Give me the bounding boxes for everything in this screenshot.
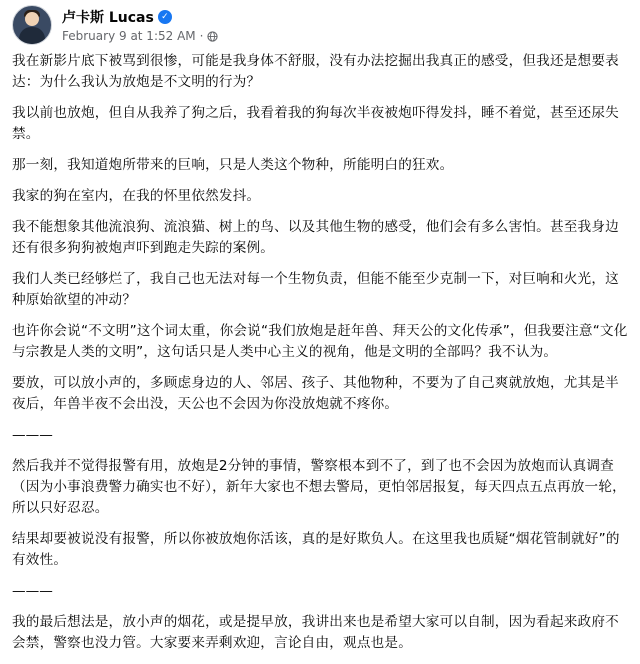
post-body [12,51,630,664]
avatar-face [25,12,39,26]
post-paragraph: 我不能想象其他流浪狗、流浪猫、树上的鸟、以及其他生物的感受，他们会有多么害怕。甚至我身边还有很多狗狗被炮声吓到跑走失踪的案例。 [12,219,619,256]
post-paragraph: 我的最后想法是，放小声的烟花，或是提早放，我讲出来也是希望大家可以自制，因为看起来政府不会禁，警察也没力管。大家要来弄剩欢迎，言论自由，观点也是。 [12,614,619,651]
post-paragraph: 我在新影片底下被骂到很惨，可能是我身体不舒服，没有办法挖掘出我真正的感受，但我还是想要表达：为什么我认为放炮是不文明的行为？ [12,53,619,90]
avatar-shoulders [19,27,45,45]
post-paragraph: 结果却要被说没有报警，所以你被放炮你活该，真的是好欺负人。在这里我也质疑“烟花管制就好”的有效性。 [12,531,620,568]
post-timestamp[interactable]: February 9 at 1:52 AM [62,29,196,43]
post-paragraph: 我们人类已经够烂了，我自己也无法对每一个生物负责，但能不能至少克制一下，对巨响和火光，这种原始欲望的冲动？ [12,271,619,308]
post-paragraph: 我家的狗在室内，在我的怀里依然发抖。 [12,188,261,204]
post-paragraph: 我以前也放炮，但自从我养了狗之后，我看着我的狗每次半夜被炮吓得发抖，睡不着觉，甚至还尿失禁。 [12,105,619,142]
author-row [62,7,218,27]
meta-separator: · [199,29,204,43]
section-divider: ——— [12,583,53,599]
section-divider: ——— [12,427,53,443]
author-name[interactable]: 卢卡斯 Lucas [62,10,154,26]
post-paragraph: 要放，可以放小声的，多顾虑身边的人、邻居、孩子、其他物种，不要为了自己爽就放炮，尤其是半夜后，年兽半夜不会出没，天公也不会因为你没放炮就不疼你。 [12,375,619,412]
post-meta [62,7,218,43]
verified-badge-icon: ✓ [158,10,172,24]
post-subline [62,29,218,43]
author-avatar[interactable] [12,5,52,45]
post-paragraph: 也许你会说“不文明”这个词太重，你会说“我们放炮是赶年兽、拜天公的文化传承”，但我要注意“文化与宗教是人类的文明”，这句话只是人类中心主义的视角，他是文明的全部吗？我不认为。 [12,323,628,360]
post-paragraph: 那一刻，我知道炮所带来的巨响，只是人类这个物种，所能明白的狂欢。 [12,157,454,173]
post-paragraph: 然后我并不觉得报警有用，放炮是2分钟的事情，警察根本到不了，到了也不会因为放炮而认真调查（因为小事浪费警力确实也不好），新年大家也不想去警局，更怕邻居报复，每天四点五点再放一轮，所以只好忍忍。 [12,458,626,516]
globe-icon[interactable] [207,31,218,42]
post-header [12,4,218,46]
